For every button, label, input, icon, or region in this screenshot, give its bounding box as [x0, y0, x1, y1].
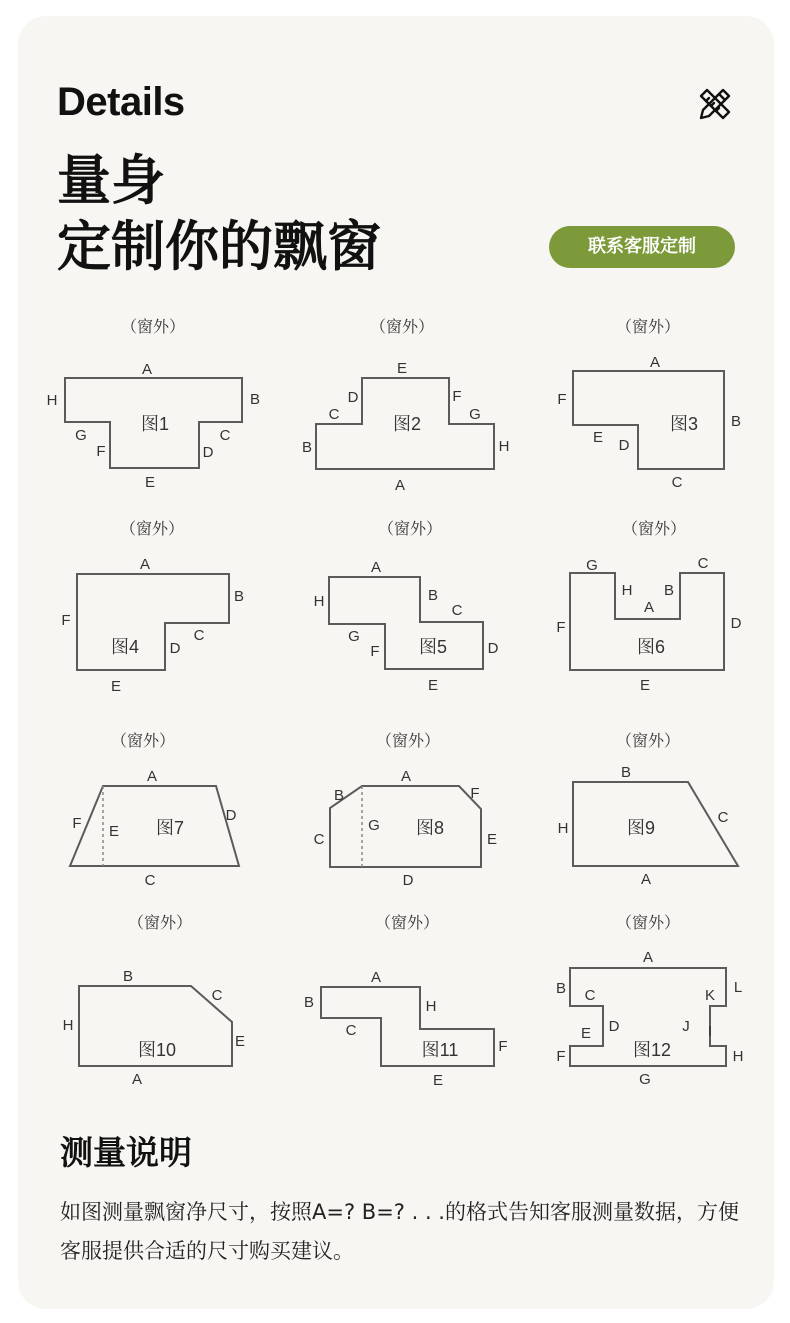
diagram-1	[47, 318, 260, 491]
outside-label: （窗外）	[375, 733, 441, 750]
figure-label: 图5	[418, 637, 448, 657]
dim-label: A	[642, 949, 654, 966]
dim-label: C	[219, 427, 231, 444]
outside-label: （窗外）	[119, 521, 185, 538]
dim-label: E	[110, 678, 122, 695]
outside-label: （窗外）	[369, 319, 435, 336]
figure-label: 图9	[626, 818, 656, 838]
dim-label: G	[75, 427, 87, 444]
dim-label: A	[141, 361, 153, 378]
diagram-outline	[70, 786, 239, 866]
dim-label: E	[144, 474, 156, 491]
dim-label: H	[621, 582, 633, 599]
dim-label: E	[234, 1033, 246, 1050]
dim-label: F	[556, 619, 566, 636]
figure-label: 图3	[669, 414, 699, 434]
dim-label: C	[193, 627, 205, 644]
dim-label: D	[730, 615, 742, 632]
diagram-outline	[573, 782, 738, 866]
dim-label: A	[370, 969, 382, 986]
dim-label: A	[643, 599, 655, 616]
outside-label: （窗外）	[621, 521, 687, 538]
outside-label: （窗外）	[615, 319, 681, 336]
dim-label: C	[451, 602, 463, 619]
dim-label: C	[328, 406, 340, 423]
dim-label: C	[144, 872, 156, 889]
title-line-2: 定制你的飘窗	[57, 215, 381, 278]
dim-label: C	[697, 555, 709, 572]
figure-label: 图1	[140, 414, 170, 434]
dim-label: F	[556, 1048, 566, 1065]
outside-label: （窗外）	[377, 521, 443, 538]
diagram-12	[556, 914, 743, 1088]
dim-label: E	[592, 429, 604, 446]
figure-label: 图4	[110, 637, 140, 657]
diagram-6	[556, 520, 741, 694]
diagram-3	[557, 318, 741, 491]
dim-label: A	[146, 768, 158, 785]
diagram-7	[70, 732, 239, 889]
dim-label: B	[620, 764, 632, 781]
figure-label: 图6	[636, 637, 666, 657]
dim-label: H	[425, 998, 437, 1015]
dim-label: B	[333, 787, 345, 804]
dim-label: B	[249, 391, 261, 408]
figure-label: 图7	[155, 818, 185, 838]
title-line-1: 量身	[57, 149, 165, 212]
details-heading: Details	[57, 80, 185, 124]
dim-label: A	[131, 1071, 143, 1088]
figure-label: 图10	[137, 1040, 177, 1060]
dim-label: H	[313, 593, 325, 610]
dim-label: L	[733, 979, 743, 996]
dim-label: F	[61, 612, 71, 629]
dim-label: G	[639, 1071, 651, 1088]
dim-label: B	[427, 587, 439, 604]
diagram-4	[61, 520, 244, 695]
figure-label: 图8	[415, 818, 445, 838]
outside-label: （窗外）	[120, 319, 186, 336]
dim-label: F	[370, 643, 380, 660]
diagram-10	[63, 914, 245, 1088]
dim-label: C	[211, 987, 223, 1004]
outside-label: （窗外）	[110, 733, 176, 750]
dim-label: A	[139, 556, 151, 573]
diagram-outline	[330, 786, 481, 867]
dim-label: D	[202, 444, 214, 461]
dim-label: H	[557, 820, 569, 837]
dim-label: A	[370, 559, 382, 576]
dim-label: F	[72, 815, 82, 832]
diagram-outline	[77, 574, 229, 670]
outside-label: （窗外）	[615, 733, 681, 750]
dim-label: E	[427, 677, 439, 694]
dim-label: D	[225, 807, 237, 824]
figure-label: 图2	[392, 414, 422, 434]
dim-label: F	[557, 391, 567, 408]
diagram-11	[304, 914, 508, 1089]
dim-label: C	[345, 1022, 357, 1039]
dim-label: E	[396, 360, 408, 377]
diagram-8	[314, 732, 497, 889]
dim-label: D	[347, 389, 359, 406]
dim-label: A	[400, 768, 412, 785]
figure-label: 图11	[421, 1040, 459, 1060]
dim-label: G	[348, 628, 360, 645]
dim-label: H	[498, 438, 510, 455]
outside-label: （窗外）	[615, 915, 681, 932]
dim-label: H	[46, 392, 58, 409]
dim-label: D	[487, 640, 499, 657]
dim-label: A	[640, 871, 652, 888]
dim-label: C	[717, 809, 729, 826]
dim-label: D	[618, 437, 630, 454]
dim-label: B	[303, 994, 315, 1011]
dim-label: D	[169, 640, 181, 657]
dim-label: F	[498, 1038, 508, 1055]
dim-label: B	[301, 439, 313, 456]
dim-label: G	[368, 817, 380, 834]
outside-label: （窗外）	[374, 915, 440, 932]
dim-label: G	[586, 557, 598, 574]
diagram-2	[302, 318, 509, 494]
dim-label: E	[486, 831, 498, 848]
contact-service-button[interactable]: 联系客服定制	[549, 226, 735, 268]
dim-label: B	[122, 968, 134, 985]
dim-label: K	[704, 987, 716, 1004]
dim-label: B	[730, 413, 742, 430]
figure-label: 图12	[632, 1040, 672, 1060]
dim-label: C	[313, 831, 325, 848]
dim-label: B	[663, 582, 675, 599]
dim-label: B	[555, 980, 567, 997]
dim-label: F	[452, 388, 462, 405]
dim-label: C	[671, 474, 683, 491]
dim-label: E	[432, 1072, 444, 1089]
diagram-5	[314, 520, 499, 694]
diagram-outline	[329, 577, 483, 669]
dim-label: D	[608, 1018, 620, 1035]
measure-section-title: 测量说明	[60, 1133, 192, 1172]
measure-description: 如图测量飘窗净尺寸，按照A=? B=? . . .的格式告知客服测量数据，方便客服提供合适的尺寸购买建议。	[60, 1200, 739, 1263]
dim-label: E	[108, 823, 120, 840]
diagram-9	[558, 732, 738, 888]
dim-label: G	[469, 406, 481, 423]
dim-label: J	[682, 1018, 690, 1035]
diagram-outline	[573, 371, 724, 469]
outside-label: （窗外）	[127, 915, 193, 932]
dim-label: F	[96, 443, 106, 460]
dim-label: H	[62, 1017, 74, 1034]
dim-label: C	[584, 987, 596, 1004]
dim-label: A	[649, 354, 661, 371]
dim-label: A	[394, 477, 406, 494]
dim-label: H	[732, 1048, 744, 1065]
dim-label: F	[470, 785, 480, 802]
dim-label: E	[580, 1025, 592, 1042]
dim-label: B	[233, 588, 245, 605]
dim-label: I	[707, 1023, 713, 1040]
dim-label: E	[639, 677, 651, 694]
dim-label: D	[402, 872, 414, 889]
